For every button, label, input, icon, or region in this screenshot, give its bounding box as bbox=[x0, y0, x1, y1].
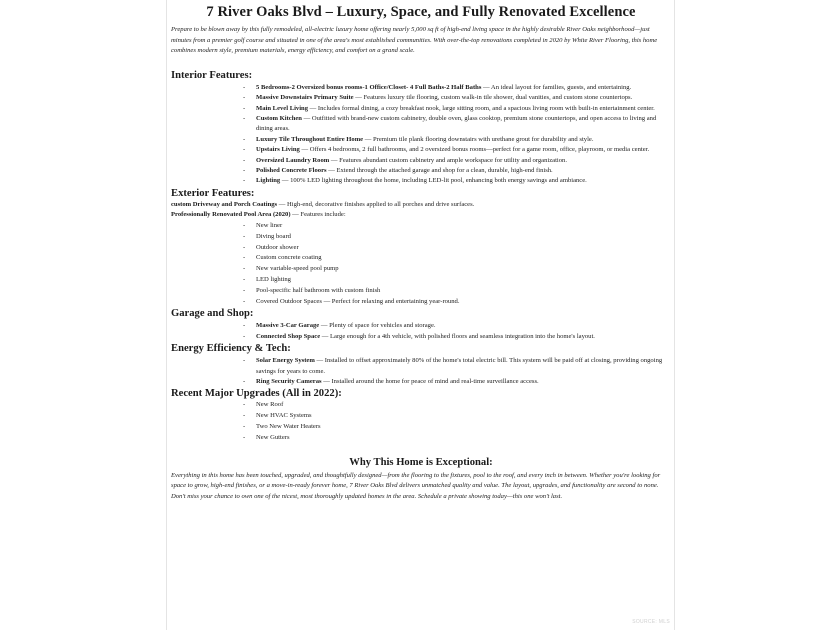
list-item: - Ring Security Cameras — Installed around the home for peace of mind and real-time surveillance access. bbox=[256, 377, 671, 387]
list-item: - New HVAC Systems bbox=[256, 411, 671, 422]
watermark-text: SOURCE: MLS bbox=[632, 619, 670, 625]
interior-list bbox=[171, 83, 671, 187]
energy-list bbox=[171, 356, 671, 387]
list-item: - Diving board bbox=[256, 232, 671, 243]
list-item: - Solar Energy System — Installed to offset approximately 80% of the home's total electric bill. This system will be paid off at closing, providing ongoing savings for years to come. bbox=[256, 356, 671, 377]
list-item: - Massive 3-Car Garage — Plenty of space for vehicles and storage. bbox=[256, 321, 671, 331]
list-item: - Upstairs Living — Offers 4 bedrooms, 2 full bathrooms, and 2 oversized bonus rooms—perfect for a game room, office, playroom, or media center. bbox=[256, 145, 671, 155]
document-content bbox=[171, 4, 671, 502]
list-item: - New variable-speed pool pump bbox=[256, 264, 671, 275]
list-item: - Custom concrete coating bbox=[256, 253, 671, 264]
closing-paragraph: Don't miss your chance to own one of the nicest, most thoroughly updated homes in the area. Schedule a private showing today—this one won't last. bbox=[171, 492, 563, 500]
document-title: 7 River Oaks Blvd – Luxury, Space, and Fully Renovated Excellence bbox=[206, 4, 636, 20]
list-item: - Main Level Living — Includes formal dining, a cozy breakfast nook, large sitting room, and a spacious living room with built-in entertainment center. bbox=[256, 104, 671, 114]
list-item: - Connected Shop Space — Large enough for a 4th vehicle, with polished floors and seamless integration into the home's layout. bbox=[256, 332, 671, 342]
list-item: - Lighting — 100% LED lighting throughout the home, including LED-lit pool, enhancing both energy savings and ambiance. bbox=[256, 176, 671, 186]
list-item: - New Gutters bbox=[256, 433, 671, 444]
list-item: - Massive Downstairs Primary Suite — Features luxury tile flooring, custom walk-in tile shower, dual vanities, and custom stone countertops. bbox=[256, 93, 671, 103]
page-edge-right bbox=[674, 0, 675, 630]
pool-line: Professionally Renovated Pool Area (2020) — Features include: bbox=[171, 211, 346, 219]
list-item: - LED lighting bbox=[256, 275, 671, 286]
garage-list bbox=[171, 321, 671, 342]
exterior-heading: Exterior Features: bbox=[171, 187, 255, 199]
upgrades-list bbox=[171, 400, 671, 443]
pool-list bbox=[171, 221, 671, 307]
why-heading: Why This Home is Exceptional: bbox=[349, 456, 493, 468]
driveway-line: custom Driveway and Porch Coatings — High-end, decorative finishes applied to all porches and drive surfaces. bbox=[171, 200, 475, 208]
list-item: - Covered Outdoor Spaces — Perfect for relaxing and entertaining year-round. bbox=[256, 297, 671, 308]
garage-heading: Garage and Shop: bbox=[171, 308, 254, 320]
list-item: - Outdoor shower bbox=[256, 243, 671, 254]
list-item: - Oversized Laundry Room — Features abundant custom cabinetry and ample workspace for utility and organization. bbox=[256, 156, 671, 166]
page-edge-left bbox=[166, 0, 167, 630]
list-item: - Polished Concrete Floors — Extend through the attached garage and shop for a clean, durable, high-end finish. bbox=[256, 166, 671, 176]
intro-paragraph: Prepare to be blown away by this fully remodeled, all-electric luxury home offering nearly 5,000 sq ft of high-end living space in the highly desirable River Oaks neighborhood—just minutes from a premier golf course and situated in one of the area's most established communities. With over-the-top renovations completed in 2020 by White River Flooring, this home combines modern style, premium materials, energy efficiency, and comfort on a grand scale. bbox=[171, 26, 658, 55]
energy-heading: Energy Efficiency & Tech: bbox=[171, 343, 291, 355]
interior-heading: Interior Features: bbox=[171, 69, 253, 81]
list-item: - Pool-specific half bathroom with custom finish bbox=[256, 286, 671, 297]
list-item: - Luxury Tile Throughout Entire Home — Premium tile plank flooring downstairs with urethane grout for durability and style. bbox=[256, 135, 671, 145]
upgrades-heading: Recent Major Upgrades (All in 2022): bbox=[171, 388, 342, 400]
list-item: - Two New Water Heaters bbox=[256, 422, 671, 433]
why-paragraph: Everything in this home has been touched, upgraded, and thoughtfully designed—from the flooring to the fixtures, pool to the roof, and every inch in between. Whether you're looking for space to grow, high-end finishes, or a move-in-ready forever home, 7 River Oaks Blvd delivers unmatched quality and value. The layout, upgrades, and functionality are second to none. bbox=[171, 471, 661, 490]
list-item: - 5 Bedrooms-2 Oversized bonus rooms-1 Office/Closet- 4 Full Baths-2 Half Baths — An ideal layout for families, guests, and entertaining. bbox=[256, 83, 671, 93]
list-item: - New Roof bbox=[256, 400, 671, 411]
list-item: - New liner bbox=[256, 221, 671, 232]
list-item: - Custom Kitchen — Outfitted with brand-new custom cabinetry, double oven, glass cooktop, premium stone countertops, and open access to living and dining areas. bbox=[256, 114, 671, 135]
